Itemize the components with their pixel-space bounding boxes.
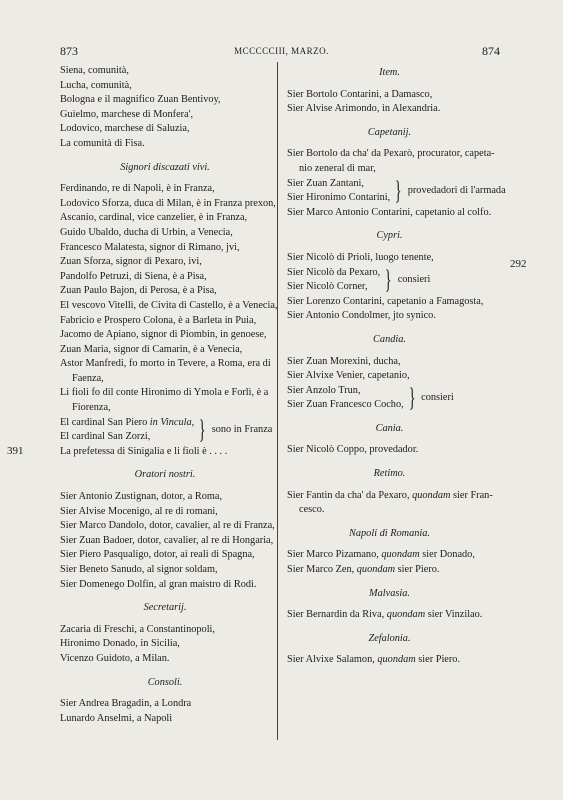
brace-note: sono in Franza xyxy=(211,423,273,435)
list-line: Francesco Malatesta, signor di Rimano, jvi, xyxy=(60,241,240,253)
list-line xyxy=(287,608,492,623)
list-line: Sier Bortolo da cha' da Pexarò, procurator, capeta- xyxy=(287,148,495,160)
brace-note: consieri xyxy=(421,391,454,403)
list-line: La prefetessa di Sinigalia e li fioli è . . . . xyxy=(60,445,228,457)
list-line: Sier Piero Pasqualigo, dotor, ai reali di Spagna, xyxy=(60,549,255,561)
person-name: Sier Marco Pizamano, xyxy=(287,549,382,561)
list-line: Pandolfo Petruzi, di Siena, è a Pisa, xyxy=(60,270,207,282)
list-line: Sier Zuan Badoer, dotor, cavalier, al re di Hongaria, xyxy=(60,534,274,546)
section-heading-napoli: Napoli di Romania. xyxy=(349,527,430,539)
brace-glyph: } xyxy=(395,176,402,206)
list-line: Guielmo, marchese di Monfera', xyxy=(60,108,194,120)
consoli-list xyxy=(60,697,270,726)
section-heading-secretarij: Secretarij. xyxy=(143,602,187,614)
cardinal-line xyxy=(60,416,194,431)
list-line: Lucha, comunità, xyxy=(60,79,132,91)
person-name: Sier Fantin da cha' da Pexaro, xyxy=(287,489,413,501)
list-line: Sier Nicolò Coppo, provedador. xyxy=(287,444,419,456)
person-name: sier Donado, xyxy=(419,549,475,561)
list-line: Zuan Paulo Bajon, di Perosa, è a Pisa, xyxy=(60,285,217,297)
list-line: Sier Alvise Mocenigo, al re di romani, xyxy=(60,505,218,517)
list-line xyxy=(287,563,492,578)
page-number-right: 874 xyxy=(482,44,500,58)
section-heading-cypri: Cypri. xyxy=(376,230,403,242)
oratori-list xyxy=(60,490,275,592)
list-line: Sier Zuan Morexini, ducha, xyxy=(287,355,401,367)
section-heading-candia: Candia. xyxy=(373,333,406,345)
list-line: Jacomo de Apiano, signor di Piombin, in genoese, xyxy=(60,329,267,341)
person-name: sier Piero. xyxy=(415,654,461,666)
list-line: Hironimo Donado, in Sicilia, xyxy=(60,638,180,650)
right-column xyxy=(287,64,506,668)
list-line: Sier Zuan Francesco Cocho, xyxy=(287,399,404,411)
section-heading-oratori: Oratori nostri. xyxy=(134,469,196,481)
person-name: Sier Alvixe Salamon, xyxy=(287,654,378,666)
list-line: Lunardo Anselmi, a Napoli xyxy=(60,712,173,724)
list-line: Lodovico Sforza, duca di Milan, è in Franza prexon, xyxy=(60,197,276,209)
list-line: Astor Manfredi, fo morto in Tevere, a Roma, era di xyxy=(60,358,271,370)
list-line: Sier Beneto Sanudo, al signor soldam, xyxy=(60,564,218,575)
list-line: Li fioli fo dil conte Hironimo di Ymola e Forlì, è a xyxy=(60,387,269,399)
list-line: Ferdinando, re di Napoli, è in Franza, xyxy=(60,183,215,195)
punctuation: , xyxy=(191,416,195,428)
side-number-left: 391 xyxy=(7,445,24,457)
brace-glyph: } xyxy=(408,383,416,413)
cardinal-line: El cardinal San Zorzi, xyxy=(60,431,151,443)
cypri-consieri-group xyxy=(287,266,492,295)
list-line: Bologna e il magnifico Zuan Bentivoy, xyxy=(60,94,221,106)
side-number-right: 292 xyxy=(510,258,527,270)
section-heading-malvasia: Malvasia. xyxy=(369,587,410,599)
list-line xyxy=(287,489,492,504)
column-divider xyxy=(277,62,278,740)
person-name: Sier Marco Zen, xyxy=(287,564,357,576)
person-name: sier Vinzilao. xyxy=(425,609,483,621)
section-heading-consoli: Consoli. xyxy=(147,676,183,688)
brace-glyph: } xyxy=(385,265,392,295)
list-line: Sier Nicolò da Pexaro, xyxy=(287,266,381,278)
list-line: Sier Marco Antonio Contarini, capetanio al colfo. xyxy=(287,206,492,218)
list-line: Ascanio, cardinal, vice canzelier, è in Franza, xyxy=(60,212,248,224)
provedadori-group xyxy=(287,176,506,206)
quondam-word: quondam xyxy=(377,654,416,666)
list-line: Sier Marco Dandolo, dotor, cavalier, al re di Franza, xyxy=(60,520,275,532)
list-line: Zuan Sforza, signor di Pexaro, ivi, xyxy=(60,256,202,268)
signori-list xyxy=(60,182,278,416)
list-line: Sier Zuan Zantani, xyxy=(287,177,364,189)
list-line: Sier Bortolo Contarini, a Damasco, xyxy=(287,88,433,100)
list-line xyxy=(287,653,492,668)
section-heading-retimo: Retimo. xyxy=(373,468,406,480)
list-line: Sier Alvixe Venier, capetanio, xyxy=(287,370,410,382)
quondam-word: quondam xyxy=(356,564,396,576)
list-line: Sier Andrea Bragadin, a Londra xyxy=(60,698,192,710)
section-heading-item: Item. xyxy=(379,67,400,78)
list-line: La comunità di Fisa. xyxy=(60,137,145,149)
cardinals-group xyxy=(60,415,273,445)
cardinal-title: in Vincula xyxy=(149,416,192,428)
list-line: Vicenzo Guidoto, a Milan. xyxy=(60,652,170,664)
list-line: Guido Ubaldo, ducha di Urbin, a Venecia, xyxy=(60,226,233,238)
list-line: Zacaria di Freschi, a Constantinopoli, xyxy=(60,623,215,635)
list-line: Sier Antonio Zustignan, dotor, a Roma, xyxy=(60,491,223,503)
list-line: cesco. xyxy=(299,504,325,516)
person-name: Sier Bernardin da Riva, xyxy=(287,609,387,621)
list-line: Sier Nicolò Corner, xyxy=(287,281,368,293)
list-line: Sier Alvise Arimondo, in Alexandria. xyxy=(287,103,441,115)
section-heading-zefalonia: Zefalonia. xyxy=(368,632,411,644)
item-list xyxy=(287,88,492,117)
page-number-left: 873 xyxy=(60,44,78,58)
list-line: Zuan Maria, signor di Camarin, è a Venecia, xyxy=(60,343,243,355)
person-name: sier Fran- xyxy=(450,489,493,501)
section-heading-cania: Cania. xyxy=(375,422,404,434)
section-heading-signori: Signori discazati vivi. xyxy=(120,161,210,173)
person-name: sier Piero. xyxy=(395,564,440,576)
brace-note: consieri xyxy=(397,273,431,285)
running-head: MCCCCCIII, MARZO. xyxy=(234,46,329,56)
brace-note: provedadori di l'armada xyxy=(407,184,506,196)
quondam-word: quondam xyxy=(381,549,420,561)
list-line: Sier Antonio Condolmer, jto synico. xyxy=(287,310,436,322)
list-line: Siena, comunità, xyxy=(60,65,129,76)
list-line: El vescovo Vitelli, de Civita di Castello, è a Venecia, xyxy=(60,299,278,311)
list-line: Sier Domenego Dolfin, al gran maistro di Rodi. xyxy=(60,578,257,590)
list-line: Sier Anzolo Trun, xyxy=(287,384,361,396)
list-line: Sier Lorenzo Contarini, capetanio a Famagosta, xyxy=(287,295,484,307)
list-line: Fabricio e Prospero Colona, è a Barleta in Puia, xyxy=(60,314,257,326)
list-line xyxy=(287,548,492,563)
list-line: Sier Hironimo Contarini, xyxy=(287,192,391,204)
cardinal-name: El cardinal San Piero xyxy=(60,416,150,428)
secretarij-list xyxy=(60,623,270,667)
list-line: Lodovico, marchese di Saluzia, xyxy=(60,123,190,135)
section-heading-capetanij: Capetanij. xyxy=(367,126,412,138)
list-line: Fiorenza, xyxy=(72,402,111,414)
brace-glyph: } xyxy=(199,415,206,445)
quondam-word: quondam xyxy=(386,609,426,621)
list-line: nio zeneral di mar, xyxy=(299,162,376,174)
intro-list xyxy=(60,64,270,152)
quondam-word: quondam xyxy=(412,489,451,501)
list-line: Sier Nicolò di Prioli, luogo tenente, xyxy=(287,251,434,263)
left-column xyxy=(60,64,278,726)
list-line: Faenza, xyxy=(72,372,104,384)
candia-consieri-group xyxy=(287,384,492,413)
